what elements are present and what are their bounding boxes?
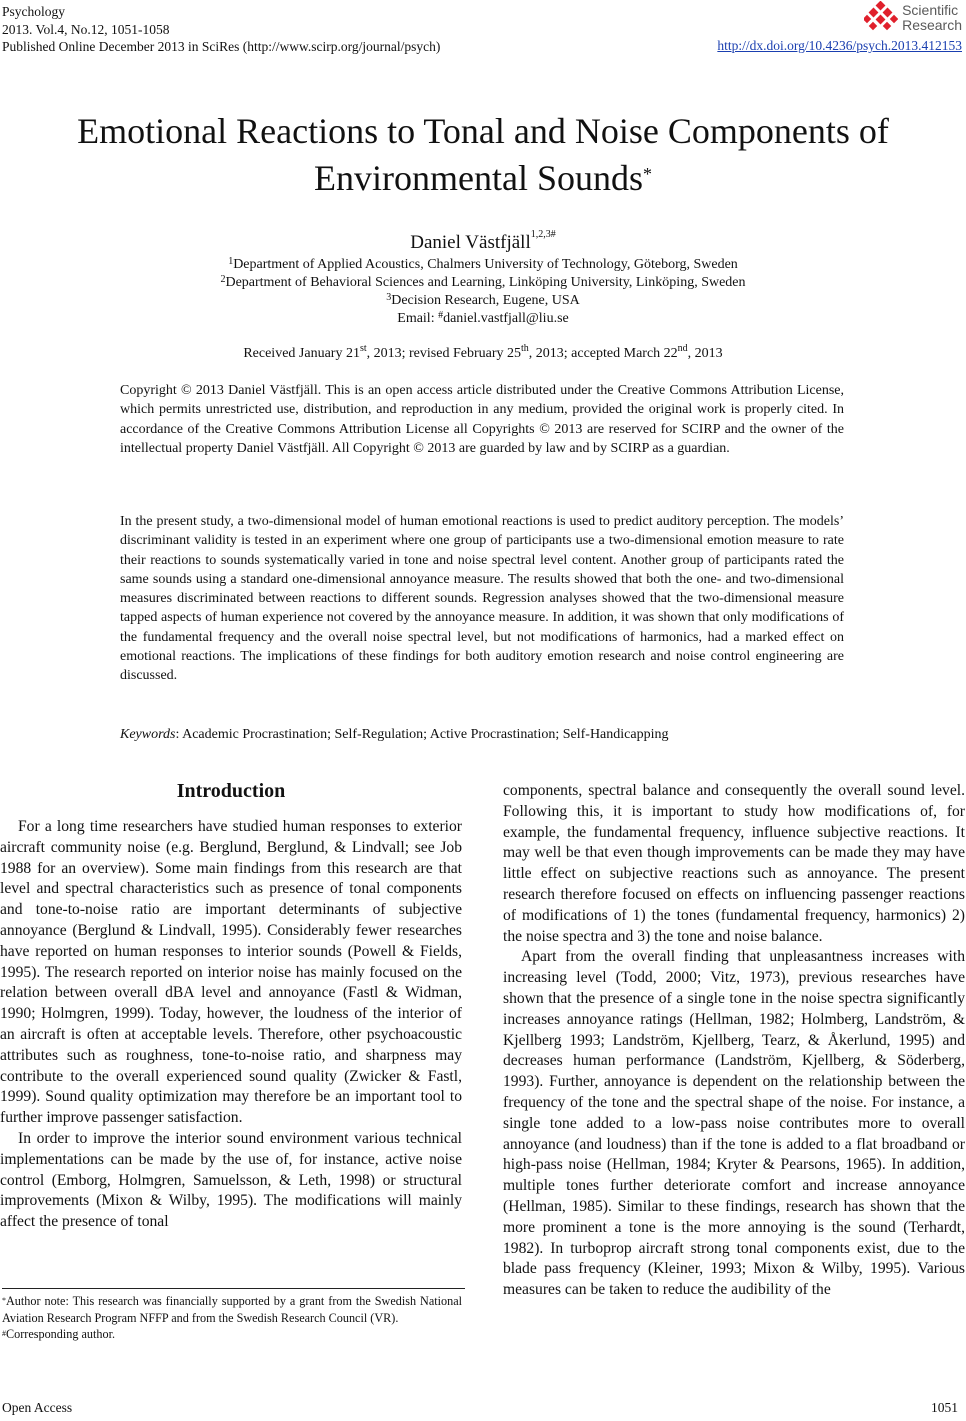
author-line xyxy=(0,229,966,254)
footnote-divider xyxy=(2,1288,465,1289)
logo-mark-icon xyxy=(864,1,898,35)
keywords-list: : Academic Procrastination; Self-Regulation; Active Procrastination; Self-Handicapping xyxy=(175,727,669,742)
footnote-corresponding: #Corresponding author. xyxy=(2,1327,115,1342)
affiliation-2: $^2$Department of Behavioral Sciences and Learning, Linköping University, Linköping, Sweden xyxy=(220,274,746,290)
title-footnote-mark[interactable]: * xyxy=(642,164,652,184)
author-affiliation-marks: 1,2,3# xyxy=(530,229,556,240)
left-column xyxy=(0,817,462,1233)
title-line-1: Emotional Reactions to Tonal and Noise Components of xyxy=(77,111,889,151)
open-access-label: Open Access xyxy=(2,1400,73,1415)
paragraph: For a long time researchers have studied human responses to exterior aircraft community noise (e.g. Berglund, Berglund, & Lindvall; see Job 1988 for an overview). Some main findings from this research are that level and spectral characteristics such as presence of tonal components and tone-to-noise ratio are important determinants of subjective annoyance (Berglund & Lindvall, 1995). Considerably fewer researches have reported on human responses to interior sounds (Powell & Fields, 1995). The research reported on interior noise has mainly focused on the relation between overall dBA level and annoyance (Fastl & Widman, 1990; Holmgren, 1999). Today, however, the loudness of the interior of an aircraft is often at acceptable levels. Therefore, other psychoacoustic attributes such as roughness, tone-to-noise ratio, and sharpness may contribute to the overall experienced sound quality (Zwicker & Fastl, 1999). Sound quality optimization may therefore be an important tool to further improve passenger satisfaction. xyxy=(0,818,462,1127)
journal-header xyxy=(2,3,440,56)
right-column xyxy=(503,781,965,1301)
page-number: 1051 xyxy=(931,1400,958,1415)
publication-info: Published Online December 2013 in SciRes (http://www.scirp.org/journal/psych) xyxy=(2,39,441,54)
copyright-notice: Copyright © 2013 Daniel Västfjäll. This is an open access article distributed under the Creative Commons Attribution License, which permits unrestricted use, distribution, and reproduction in any medium, provided the original work is properly cited. In accordance of the Creative Commons Attribution License all Copyrights © 2013 are reserved for SCIRP and the owner of the intellectual property Daniel Västfjäll. All Copyright © 2013 are guarded by law and by SCIRP as a guardian. xyxy=(120,383,844,456)
paragraph: Apart from the overall finding that unpleasantness increases with increasing level (Todd, 2000; Vitz, 1973), previous researches have shown that the presence of a single tone in the noise spectra significantly increases annoyance ratings (Hellman, 1982; Holmberg, Landström, & Kjellberg 1993; Landström, Kjellberg, Tearz, & Åkerlund, 1995) and decreases human performance (Landström, Kjellberg, & Söderberg, 1993). Further, annoyance is dependent on the relationship between the frequency of the tone and the spectral shape of the noise. For instance, a single tone added to a low-pass noise contributes more to overall annoyance (and loudness) than if the tone is added to a flat broadband or high-pass noise (Hellman, 1984; Kryter & Pearsons, 1965). In addition, multiple tones further deteriorate comfort and increase annoyance (Hellman, 1985). Similar to these findings, research has shown that the more prominent a tone is the more annoying is the sound (Terhardt, 1982). In turboprop aircraft strong tonal components exist, due to the blade pass frequency (Kleiner, 1993; Mixon & Wilby, 1995). Various measures can be taken to reduce the audibility of the xyxy=(503,948,965,1299)
paragraph: components, spectral balance and consequently the overall sound level. Following this, it is important to study how modifications of, for example, the fundamental frequency, influence subjective reactions. It may well be that even though improvements can be made they may have little effect on subjective reactions such as annoyance. The present research therefore focused on effects on influencing passenger reactions of modifications of 1) the tones (fundamental frequency, harmonics) 2) the noise spectra and 3) the tone and noise balance. xyxy=(503,782,965,945)
author-email: Email: #daniel.vastfjall@liu.se xyxy=(397,310,569,326)
keywords xyxy=(120,727,668,743)
affiliation-1: $^1$Department of Applied Acoustics, Chalmers University of Technology, Göteborg, Sweden xyxy=(228,256,738,272)
footnotes xyxy=(2,1293,462,1343)
email-address[interactable]: daniel.vastfjall@liu.se xyxy=(443,311,569,326)
journal-volume: 2013. Vol.4, No.12, 1051-1058 xyxy=(2,21,170,37)
paragraph: In order to improve the interior sound environment various technical implementations can be made by the use of, for instance, active noise control (Emborg, Holmgren, Samuelsson, & Leth, 1998) or structural improvements (Mixon & Wilby, 1995). The modifications will mainly affect the presence of tonal xyxy=(0,1129,462,1231)
author-name: Daniel Västfjäll xyxy=(410,232,531,253)
doi-link[interactable]: http://dx.doi.org/10.4236/psych.2013.412153 xyxy=(717,38,962,53)
abstract: In the present study, a two-dimensional model of human emotional reactions is used to predict auditory perception. The models’ discriminant validity is tested in an experiment where one group of participants use a two-dimensional emotion measure to rate their reactions to sounds systematically varied in tone and noise spectral level content. Another group of participants rated the same sounds using a standard one-dimensional annoyance measure. The results showed that both the one- and two-dimensional measures discriminated between reactions to different sounds. Regression analyses showed that the two-dimensional measure tapped aspects of human experience not covered by the annoyance measure. In addition, it was shown that only modifications of the fundamental frequency and the overall noise spectral level, but not modifications of harmonics, had a marked effect on emotional reactions. The implications of these findings for both auditory emotion research and noise control engineering are discussed. xyxy=(120,514,844,684)
section-heading-introduction: Introduction xyxy=(176,780,286,802)
affiliation-3: $^3$Decision Research, Eugene, USA xyxy=(386,292,580,308)
logo-text-line2: Research xyxy=(902,17,962,33)
title-line-2: Environmental Sounds xyxy=(314,158,643,198)
keywords-label: Keywords xyxy=(120,727,176,742)
journal-name: Psychology xyxy=(2,4,66,19)
publisher-logo xyxy=(864,0,962,36)
received-dates: Received January 21st, 2013; revised February 25th, 2013; accepted March 22nd, 2013 xyxy=(243,343,723,361)
logo-text-line1: Scientific xyxy=(902,2,959,18)
article-title xyxy=(0,108,966,202)
footnote-author-note: *Author note: This research was financially supported by a grant from the Swedish National Aviation Research Program NFFP and from the Swedish Research Council (VR). xyxy=(2,1294,462,1325)
